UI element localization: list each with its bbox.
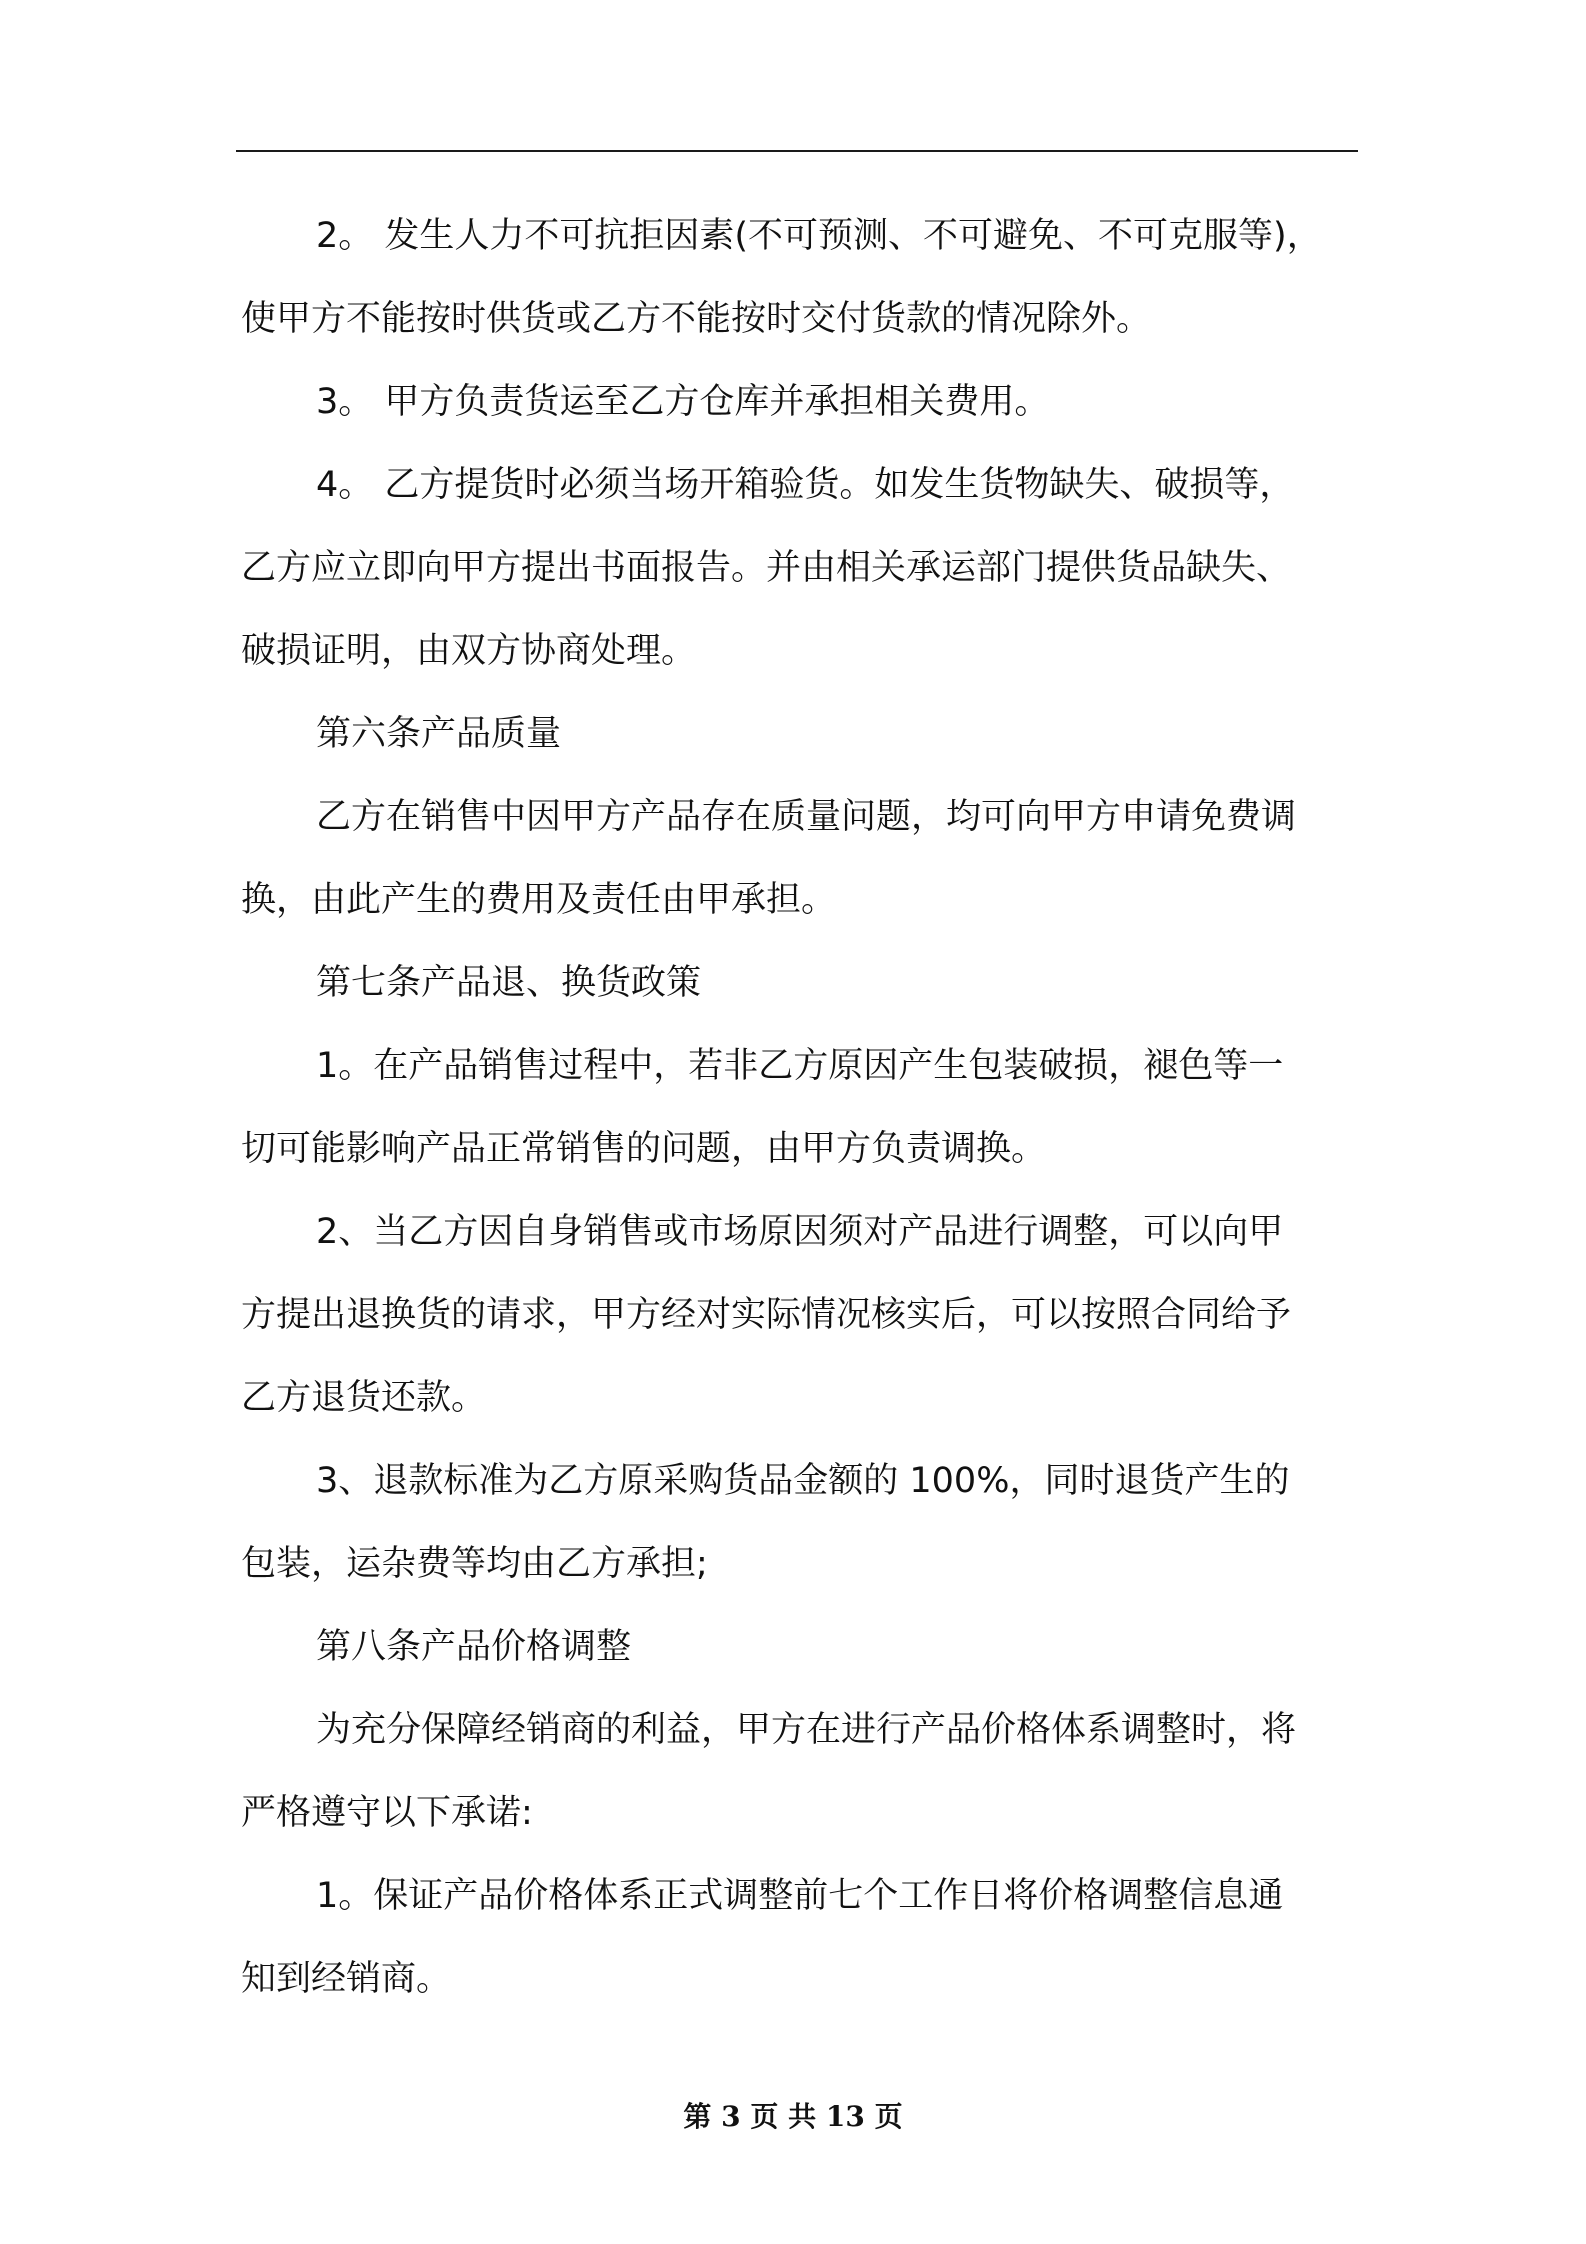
article-6-body: 乙方在销售中因甲方产品存在质量问题，均可向甲方申请免费调 换，由此产生的费用及责任由甲承担。 [241, 797, 1297, 920]
article-8-heading: 第八条产品价格调整 [316, 1627, 632, 1667]
paragraph-force-majeure: 2。 发生人力不可抗拒因素(不可预测、不可避免、不可克服等)， 使甲方不能按时供货或乙方不能按时交付货款的情况除外。 [241, 216, 1322, 339]
article-7-item-3: 3、退款标准为乙方原采购货品金额的 100%，同时退货产生的 包装，运杂费等均由乙方承担; [241, 1461, 1290, 1584]
article-6-heading: 第六条产品质量 [316, 714, 562, 754]
article-7-item-2: 2、当乙方因自身销售或市场原因须对产品进行调整，可以向甲 方提出退换货的请求，甲方经对实际情况核实后，可以按照合同给予 乙方退货还款。 [241, 1212, 1292, 1418]
header-rule [236, 150, 1358, 152]
document-body [241, 195, 1356, 2021]
page-number-footer: 第 3 页 共 13 页 [683, 2100, 903, 2133]
paragraph-freight: 3。 甲方负责货运至乙方仓库并承担相关费用。 [316, 382, 1050, 422]
article-8-item-1: 1。保证产品价格体系正式调整前七个工作日将价格调整信息通 知到经销商。 [241, 1876, 1284, 1999]
paragraph-inspection: 4。 乙方提货时必须当场开箱验货。如发生货物缺失、破损等， 乙方应立即向甲方提出书面报告。并由相关承运部门提供货品缺失、 破损证明，由双方协商处理。 [241, 465, 1295, 671]
article-7-item-1: 1。在产品销售过程中，若非乙方原因产生包装破损，褪色等一 切可能影响产品正常销售的问题，由甲方负责调换。 [241, 1046, 1284, 1169]
article-7-heading: 第七条产品退、换货政策 [316, 963, 702, 1003]
article-8-body: 为充分保障经销商的利益，甲方在进行产品价格体系调整时，将 严格遵守以下承诺: [241, 1710, 1297, 1833]
